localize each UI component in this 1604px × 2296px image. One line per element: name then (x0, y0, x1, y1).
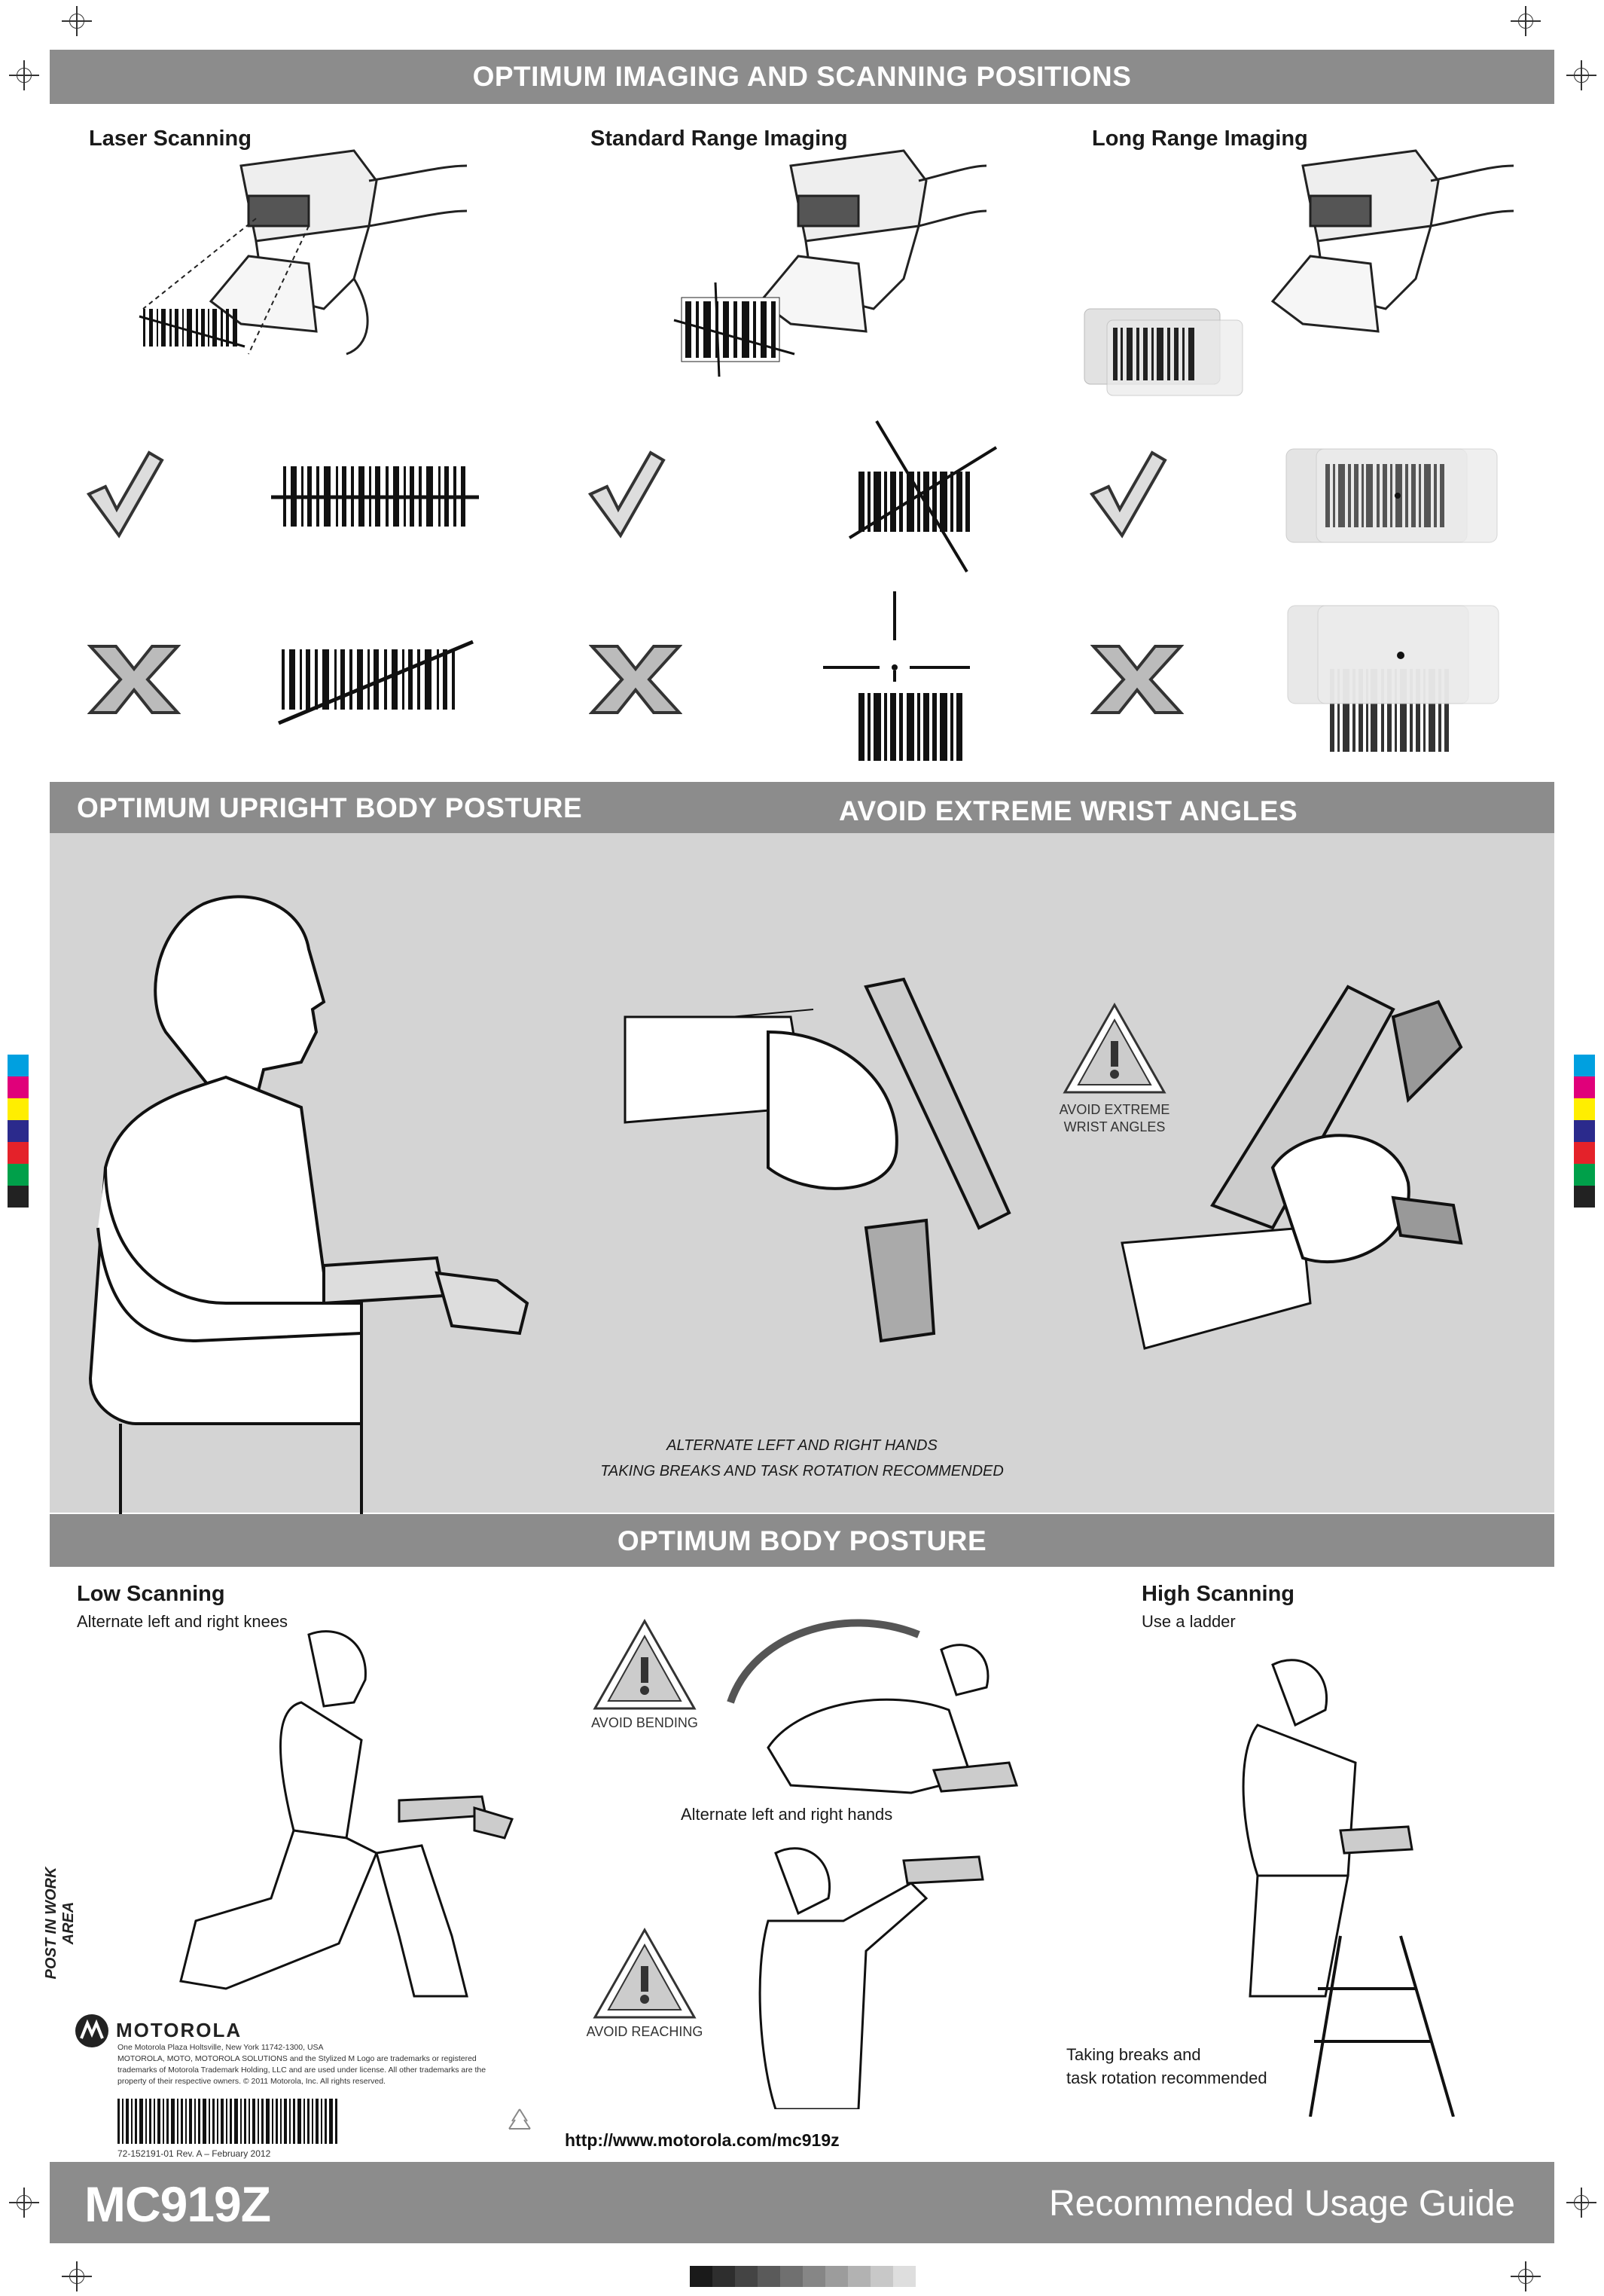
gray-swatch (893, 2266, 916, 2287)
posture-band (50, 782, 1554, 833)
motorola-wordmark: MOTOROLA (116, 2019, 242, 2041)
low-scanning-title: Low Scanning (77, 1582, 225, 1606)
gray-swatch (871, 2266, 893, 2287)
reaching-warning-triangle-icon (592, 1927, 697, 2020)
barcode-correct-long-range (1283, 444, 1502, 550)
hands-note-line1: ALTERNATE LEFT AND RIGHT HANDS (666, 1437, 938, 1454)
motorola-url-link[interactable]: http://www.motorola.com/mc919z (565, 2130, 840, 2150)
reaching-warning-text: AVOID REACHING (586, 2024, 703, 2039)
registration-mark (66, 2266, 87, 2287)
color-swatch (1574, 1076, 1595, 1098)
registration-mark (1571, 65, 1592, 86)
color-swatch (8, 1186, 29, 1208)
registration-mark (1515, 2266, 1536, 2287)
legal-block (117, 2042, 509, 2087)
legal-line3: property of their respective owners. © 2011 Motorola, Inc. All rights reserved. (117, 2077, 386, 2086)
imaging-positions-title: OPTIMUM IMAGING AND SCANNING POSITIONS (472, 61, 1132, 92)
ladder-figure-illustration (1227, 1650, 1499, 2117)
guide-title: Recommended Usage Guide (1048, 2184, 1515, 2224)
barcode-offcenter-standard (819, 588, 1008, 768)
wrist-correct-illustration (618, 972, 1024, 1363)
post-in-work-area-label: POST IN WORK AREA (43, 1867, 77, 1980)
alternate-hands-text: Alternate left and right hands (681, 1805, 893, 1824)
bending-warning-text: AVOID BENDING (591, 1715, 698, 1730)
laser-scanner-illustration (128, 136, 474, 392)
model-name: MC919Z (84, 2176, 271, 2232)
barcode-incorrect-laser (271, 639, 482, 729)
bending-warning-triangle-icon (592, 1618, 697, 1711)
barcode-incorrect-long-range (1285, 601, 1503, 759)
upright-posture-title: OPTIMUM UPRIGHT BODY POSTURE (77, 792, 583, 823)
gray-swatch (780, 2266, 803, 2287)
motorola-logo-icon (74, 2013, 110, 2049)
wrist-incorrect-illustration (1107, 972, 1529, 1363)
gray-swatch (825, 2266, 848, 2287)
gray-swatch (712, 2266, 735, 2287)
legal-line1: MOTOROLA, MOTO, MOTOROLA SOLUTIONS and the Stylized M Logo are trademarks or registered (117, 2054, 477, 2063)
wrist-angles-title: AVOID EXTREME WRIST ANGLES (839, 795, 1298, 826)
upright-posture-illustration (75, 881, 557, 1514)
high-scanning-title: High Scanning (1142, 1582, 1294, 1606)
check-icon (1086, 449, 1169, 539)
standard-imager-illustration (670, 136, 986, 392)
color-swatch (1574, 1055, 1595, 1076)
breaks-note-line2: task rotation recommended (1066, 2069, 1267, 2087)
barcode-incorrect-standard (842, 417, 1008, 576)
bending-figure-illustration (723, 1597, 1039, 1808)
body-posture-band (50, 1514, 1554, 1567)
legal-address: One Motorola Plaza Holtsville, New York 11742-1300, USA (117, 2043, 324, 2052)
color-swatch (1574, 1142, 1595, 1164)
check-icon (584, 449, 667, 539)
body-posture-title: OPTIMUM BODY POSTURE (617, 1525, 987, 1556)
registration-mark (14, 65, 35, 86)
color-swatch (8, 1142, 29, 1164)
cross-icon (589, 642, 682, 717)
laser-scanning-label: Laser Scanning (89, 127, 252, 151)
low-scanning-subtitle: Alternate left and right knees (77, 1612, 288, 1631)
imaging-positions-header (50, 50, 1554, 104)
color-swatch (1574, 1098, 1595, 1120)
reaching-figure-illustration (753, 1838, 1009, 2109)
recycle-icon (503, 2106, 536, 2136)
legal-line2: trademarks of Motorola Trademark Holding, LLC and are used under license. All other trademarks are the (117, 2065, 486, 2075)
registration-mark (1571, 2192, 1592, 2213)
breaks-note-line1: Taking breaks and (1066, 2045, 1201, 2064)
registration-mark (14, 2192, 35, 2213)
wrist-warning-line2: WRIST ANGLES (1063, 1119, 1166, 1134)
standard-range-label: Standard Range Imaging (590, 127, 848, 151)
gray-swatch (735, 2266, 758, 2287)
color-swatch (8, 1098, 29, 1120)
gray-swatch (758, 2266, 780, 2287)
gray-swatch (690, 2266, 712, 2287)
barcode-correct-laser (268, 463, 482, 530)
color-swatch (8, 1055, 29, 1076)
cross-icon (1090, 642, 1184, 717)
color-swatch (8, 1164, 29, 1186)
long-range-imager-illustration (1077, 136, 1514, 437)
registration-mark (66, 11, 87, 32)
breaks-note (1066, 2043, 1267, 2090)
color-swatch (1574, 1164, 1595, 1186)
footer-band (50, 2162, 1554, 2243)
color-swatch (8, 1120, 29, 1142)
gray-swatch (803, 2266, 825, 2287)
hands-note-line2: TAKING BREAKS AND TASK ROTATION RECOMMENDED (600, 1463, 1004, 1479)
long-range-label: Long Range Imaging (1092, 127, 1308, 151)
kneeling-figure-illustration (151, 1620, 542, 2026)
check-icon (83, 449, 166, 539)
gray-swatch (848, 2266, 871, 2287)
part-barcode (117, 2099, 339, 2144)
color-swatch (1574, 1120, 1595, 1142)
grayscale-strip (690, 2266, 916, 2287)
part-number: 72-152191-01 Rev. A – February 2012 (117, 2148, 271, 2159)
color-swatch (1574, 1186, 1595, 1208)
hands-note (527, 1433, 1077, 1484)
registration-mark (1515, 11, 1536, 32)
wrist-warning-line1: AVOID EXTREME (1059, 1102, 1170, 1117)
cross-icon (87, 642, 181, 717)
color-swatch (8, 1076, 29, 1098)
high-scanning-subtitle: Use a ladder (1142, 1612, 1236, 1631)
